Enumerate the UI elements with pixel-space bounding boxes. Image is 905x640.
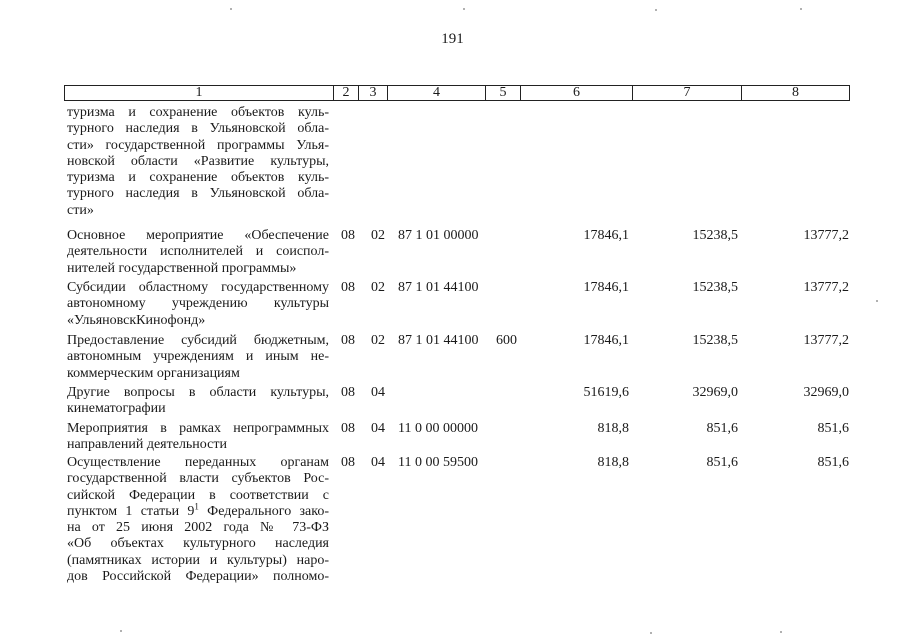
cell-target-article: 11 0 00 59500 <box>398 455 478 470</box>
cell-amount-7: 15238,5 <box>692 333 738 348</box>
cell-target-article: 87 1 01 44100 <box>398 333 479 348</box>
scan-speck <box>650 632 652 634</box>
header-cell-1: 1 <box>65 86 334 101</box>
cell-amount-6: 17846,1 <box>583 228 629 243</box>
cell-subsection: 04 <box>371 421 385 436</box>
description-line: государственной власти субъектов Рос- <box>67 471 329 487</box>
description-line: Осуществление переданных органам <box>67 455 329 470</box>
cell-target-article: 87 1 01 44100 <box>398 280 479 295</box>
cell-amount-6: 51619,6 <box>583 385 629 400</box>
cell-subsection: 02 <box>371 280 385 295</box>
description-line: Субсидии областному государственному <box>67 280 329 295</box>
row-description <box>67 333 329 382</box>
header-cell-8: 8 <box>742 86 850 101</box>
column-header-table <box>64 85 850 101</box>
cell-amount-6: 17846,1 <box>583 280 629 295</box>
cell-section: 08 <box>341 385 355 400</box>
row-description <box>67 280 329 329</box>
scan-speck <box>780 631 782 633</box>
header-row <box>65 86 850 101</box>
description-line: на от 25 июня 2002 года № 73-ФЗ <box>67 520 329 536</box>
cell-subsection: 02 <box>371 333 385 348</box>
description-line: кинематографии <box>67 401 166 417</box>
cell-expense-type: 600 <box>496 333 517 348</box>
scan-speck <box>876 300 878 302</box>
description-line: дов Российской Федерации» полномо- <box>67 569 329 585</box>
cell-section: 08 <box>341 333 355 348</box>
description-line: турного наследия в Ульяновской обла- <box>67 121 329 137</box>
description-line: направлений деятельности <box>67 437 227 453</box>
description-line: (памятниках истории и культуры) наро- <box>67 552 329 568</box>
cell-amount-8: 851,6 <box>817 455 849 470</box>
description-line: деятельности исполнителей и соиспол- <box>67 244 329 260</box>
cell-section: 08 <box>341 280 355 295</box>
cell-section: 08 <box>341 228 355 243</box>
scan-speck <box>655 9 657 11</box>
description-line: Предоставление субсидий бюджетным, <box>67 333 329 348</box>
row-description <box>67 421 329 454</box>
cell-subsection: 04 <box>371 385 385 400</box>
header-cell-2: 2 <box>334 86 359 101</box>
description-line: автономным учреждениям и иным не- <box>67 349 329 365</box>
description-line: Мероприятия в рамках непрограммных <box>67 421 329 436</box>
scan-speck <box>120 630 122 632</box>
cell-amount-7: 851,6 <box>706 455 738 470</box>
cell-amount-8: 13777,2 <box>803 333 849 348</box>
description-line: «Об объектах культурного наследия <box>67 536 329 552</box>
cell-amount-8: 13777,2 <box>803 280 849 295</box>
cell-amount-6: 17846,1 <box>583 333 629 348</box>
cell-amount-7: 15238,5 <box>692 280 738 295</box>
row-description <box>67 228 329 277</box>
cell-subsection: 04 <box>371 455 385 470</box>
header-cell-7: 7 <box>633 86 742 101</box>
description-line: сийской Федерации в соответствии с <box>67 487 329 503</box>
cell-amount-6: 818,8 <box>597 421 629 436</box>
cell-target-article: 11 0 00 00000 <box>398 421 478 436</box>
scan-speck <box>800 8 802 10</box>
description-line: турного наследия в Ульяновской обла- <box>67 186 329 202</box>
row-description <box>67 105 329 219</box>
cell-amount-7: 851,6 <box>706 421 738 436</box>
description-line: нителей государственной программы» <box>67 260 297 276</box>
row-description <box>67 455 329 585</box>
superscript-one: 1 <box>194 501 199 512</box>
description-line: автономному учреждению культуры <box>67 296 329 312</box>
description-line: сти» <box>67 202 94 218</box>
description-line: сти» государственной программы Улья- <box>67 137 329 153</box>
description-line: Основное мероприятие «Обеспечение <box>67 228 329 243</box>
page-number: 191 <box>441 31 464 47</box>
scan-speck <box>230 8 232 10</box>
cell-amount-6: 818,8 <box>597 455 629 470</box>
description-line: коммерческим организациям <box>67 365 240 381</box>
description-line: «УльяновскКинофонд» <box>67 312 206 328</box>
cell-amount-8: 13777,2 <box>803 228 849 243</box>
header-cell-5: 5 <box>486 86 521 101</box>
cell-subsection: 02 <box>371 228 385 243</box>
header-cell-6: 6 <box>521 86 633 101</box>
description-line: туризма и сохранение объектов куль- <box>67 170 329 186</box>
cell-target-article: 87 1 01 00000 <box>398 228 479 243</box>
cell-amount-8: 851,6 <box>817 421 849 436</box>
cell-amount-7: 32969,0 <box>692 385 738 400</box>
cell-section: 08 <box>341 455 355 470</box>
description-line: новской области «Развитие культуры, <box>67 153 329 169</box>
cell-section: 08 <box>341 421 355 436</box>
cell-amount-8: 32969,0 <box>803 385 849 400</box>
row-description <box>67 385 329 418</box>
header-cell-3: 3 <box>359 86 388 101</box>
scan-speck <box>463 8 465 10</box>
description-line: туризма и сохранение объектов куль- <box>67 105 329 120</box>
description-line: Другие вопросы в области культуры, <box>67 385 329 400</box>
header-cell-4: 4 <box>388 86 486 101</box>
description-line: пунктом 1 статьи $9^1$ Федерального зако- <box>67 501 329 519</box>
cell-amount-7: 15238,5 <box>692 228 738 243</box>
